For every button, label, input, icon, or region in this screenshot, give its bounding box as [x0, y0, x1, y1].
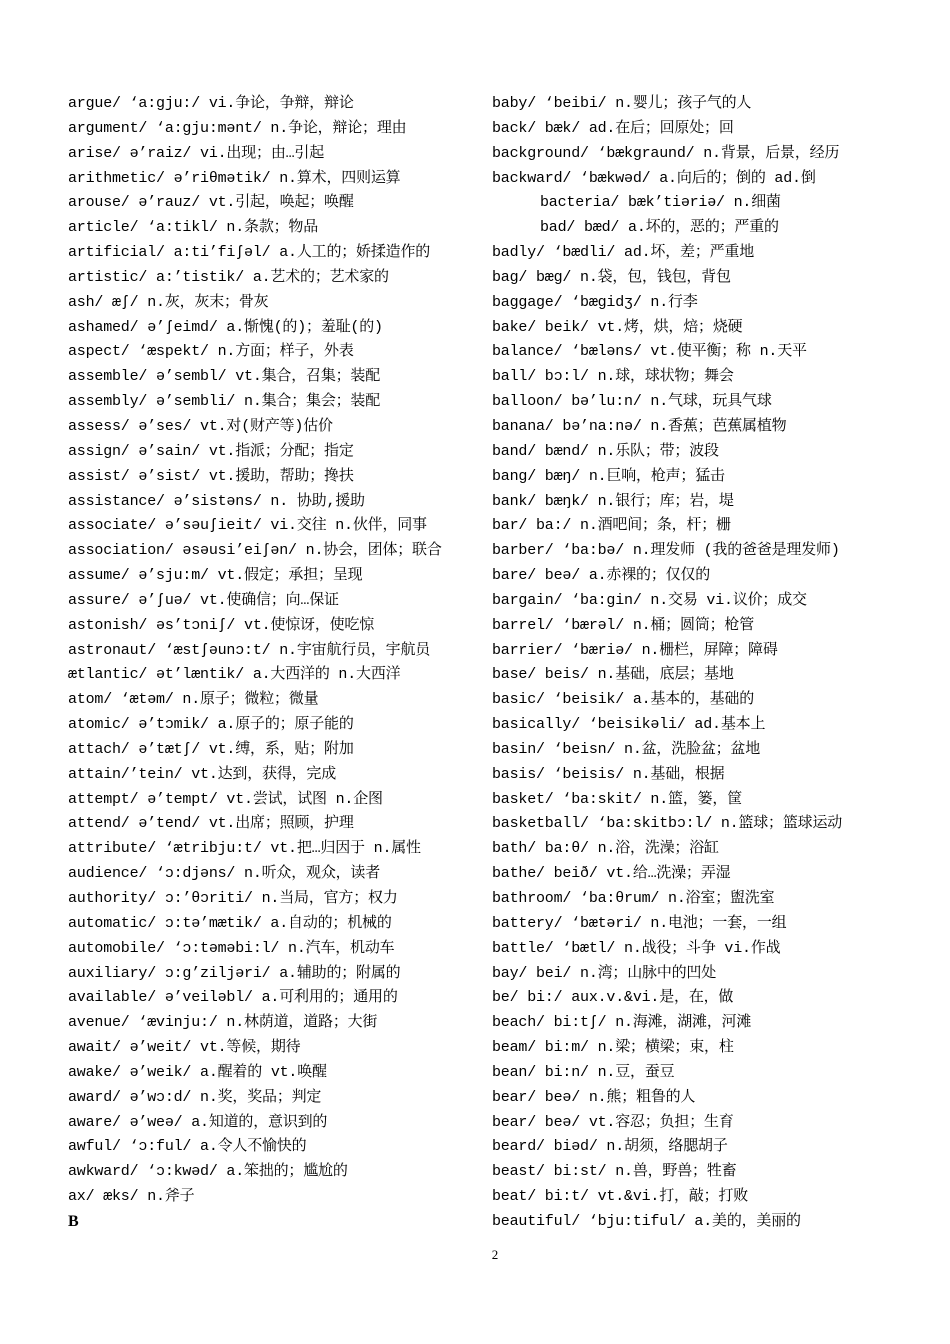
- vocab-entry: aware/ ə’weə/ a.知道的，意识到的: [68, 1113, 328, 1131]
- vocab-entry: await/ ə’weit/ vt.等候，期待: [68, 1039, 301, 1057]
- vocab-entry: ætlantic/ ət’læntik/ a.大西洋的 n.大西洋: [68, 666, 401, 684]
- vocab-entry: assembly/ ə’sembli/ n.集合；集会；装配: [68, 393, 381, 411]
- vocab-entry: background/ ‘bækgraund/ n.背景，后景，经历: [492, 144, 840, 162]
- vocab-entry: beam/ bi:m/ n.梁；横梁；束，柱: [492, 1039, 734, 1057]
- vocab-entry: awkward/ ‘ɔ:kwəd/ a.笨拙的；尴尬的: [68, 1163, 348, 1181]
- left-column: [68, 92, 473, 1235]
- vocab-entry: basketball/ ‘ba:skitbɔ:l/ n.篮球；篮球运动: [492, 815, 843, 833]
- vocab-entry: arithmetic/ ə’riθmətik/ n.算术，四则运算: [68, 169, 401, 187]
- vocab-entry: atomic/ ə’tɔmik/ a.原子的；原子能的: [68, 716, 354, 734]
- vocab-entry: barrier/ ‘bæriə/ n.栅栏，屏障；障碍: [492, 641, 778, 659]
- vocab-entry: bake/ beik/ vt.烤，烘，焙；烧硬: [492, 318, 743, 336]
- vocab-entry: basis/ ‘beisis/ n.基础，根据: [492, 765, 725, 783]
- vocab-entry: bath/ ba:θ/ n.浴，洗澡；浴缸: [492, 840, 719, 858]
- vocab-entry: automobile/ ‘ɔ:təməbi:l/ n.汽车，机动车: [68, 939, 395, 957]
- vocab-entry: ball/ bɔ:l/ n.球，球状物；舞会: [492, 368, 734, 386]
- vocab-entry: back/ bæk/ ad.在后；回原处；回: [492, 119, 734, 137]
- vocab-entry: be/ bi:/ aux.v.&vi.是，在，做: [492, 989, 734, 1007]
- vocab-entry: article/ ‘a:tikl/ n.条款；物品: [68, 219, 319, 237]
- vocab-entry: ax/ æks/ n.斧子: [68, 1188, 195, 1206]
- vocab-entry: assistance/ ə’sistəns/ n. 协助,援助: [68, 492, 365, 510]
- vocab-entry: bank/ bæŋk/ n.银行；库；岩，堤: [492, 492, 734, 510]
- vocab-entry: attend/ ə’tend/ vt.出席；照顾，护理: [68, 815, 354, 833]
- vocab-entry: available/ ə’veiləbl/ a.可利用的；通用的: [68, 989, 398, 1007]
- vocab-entry: association/ əsəusi’eiʃən/ n.协会，团体；联合: [68, 542, 442, 560]
- vocab-entry: bar/ ba:/ n.酒吧间；条，杆；栅: [492, 517, 731, 535]
- vocab-entry: automatic/ ɔ:tə’mætik/ a.自动的；机械的: [68, 914, 392, 932]
- vocab-entry: associate/ ə’səuʃieit/ vi.交往 n.伙伴，同事: [68, 517, 427, 535]
- vocab-entry: bargain/ ‘ba:gin/ n.交易 vi.议价；成交: [492, 591, 807, 609]
- vocab-entry: bang/ bæŋ/ n.巨响，枪声；猛击: [492, 467, 725, 485]
- vocab-entry: attribute/ ‘ætribju:t/ vt.把…归因于 n.属性: [68, 840, 421, 858]
- vocab-entry: basic/ ‘beisik/ a.基本的，基础的: [492, 691, 755, 709]
- vocab-entry: arise/ ə’raiz/ vi.出现；由…引起: [68, 144, 325, 162]
- vocab-entry: assess/ ə’ses/ vt.对(财产等)估价: [68, 417, 333, 435]
- vocab-entry: argument/ ‘a:gju:mənt/ n.争论，辩论；理由: [68, 119, 407, 137]
- vocab-entry: aspect/ ‘æspekt/ n.方面；样子，外表: [68, 343, 354, 361]
- vocab-entry: authority/ ɔ:’θɔriti/ n.当局，官方；权力: [68, 890, 398, 907]
- vocab-entry: badly/ ‘bædli/ ad.坏，差；严重地: [492, 244, 755, 262]
- vocab-entry: beat/ bi:t/ vt.&vi.打，敲；打败: [492, 1188, 749, 1206]
- vocab-entry: baby/ ‘beibi/ n.婴儿；孩子气的人: [492, 95, 752, 112]
- vocab-entry: basically/ ‘beisikəli/ ad.基本上: [492, 716, 766, 734]
- vocab-entry: bear/ beə/ vt.容忍；负担；生育: [492, 1113, 734, 1131]
- vocab-entry: assign/ ə’sain/ vt.指派；分配；指定: [68, 442, 354, 460]
- vocab-entry: argue/ ‘a:gju:/ vi.争论，争辩，辩论: [68, 95, 354, 112]
- vocab-entry: avenue/ ‘ævinju:/ n.林荫道，道路；大街: [68, 1014, 378, 1032]
- vocab-entry: assemble/ ə’sembl/ vt.集合，召集；装配: [68, 368, 381, 386]
- vocab-entry: award/ ə’wɔ:d/ n.奖，奖品；判定: [68, 1088, 322, 1106]
- vocab-entry: bag/ bæg/ n.袋，包，钱包，背包: [492, 268, 731, 286]
- vocab-entry: bathe/ beið/ vt.给…洗澡；弄湿: [492, 865, 731, 883]
- vocab-entry: bean/ bi:n/ n.豆，蚕豆: [492, 1063, 675, 1081]
- vocab-entry: beautiful/ ‘bju:tiful/ a.美的，美丽的: [492, 1212, 801, 1230]
- vocab-entry: assure/ ə’ʃuə/ vt.使确信；向…保证: [68, 591, 339, 609]
- vocab-entry: band/ bænd/ n.乐队；带；波段: [492, 442, 719, 460]
- vocab-entry: arouse/ ə’rauz/ vt.引起，唤起；唤醒: [68, 194, 354, 212]
- vocab-entry: artificial/ a:ti’fiʃəl/ a.人工的；娇揉造作的: [68, 244, 431, 262]
- vocab-entry: battle/ ‘bætl/ n.战役；斗争 vi.作战: [492, 939, 781, 957]
- vocab-entry: bear/ beə/ n.熊；粗鲁的人: [492, 1088, 696, 1106]
- vocab-entry: assume/ ə’sju:m/ vt.假定；承担；呈现: [68, 567, 363, 585]
- vocab-entry: ash/ æʃ/ n.灰，灰末；骨灰: [68, 293, 269, 311]
- vocab-entry: battery/ ‘bætəri/ n.电池；一套，一组: [492, 914, 787, 932]
- vocab-entry: awful/ ‘ɔ:ful/ a.令人不愉快的: [68, 1138, 307, 1156]
- vocab-entry: awake/ ə’weik/ a.醒着的 vt.唤醒: [68, 1063, 327, 1081]
- vocab-entry: astronaut/ ‘æstʃəunɔ:t/ n.宇宙航行员，宇航员: [68, 641, 431, 659]
- vocab-entry: bay/ bei/ n.湾；山脉中的凹处: [492, 964, 717, 982]
- vocab-entry: banana/ bə’na:nə/ n.香蕉；芭蕉属植物: [492, 417, 787, 435]
- vocab-entry: barber/ ‘ba:bə/ n.理发师 (我的爸爸是理发师): [492, 542, 840, 560]
- vocab-entry: bad/ bæd/ a.坏的，恶的；严重的: [540, 219, 779, 237]
- vocab-entry: bathroom/ ‘ba:θrum/ n.浴室；盥洗室: [492, 890, 775, 907]
- vocab-entry: beard/ biəd/ n.胡须，络腮胡子: [492, 1138, 728, 1156]
- section-heading-b: B: [68, 1212, 79, 1230]
- vocab-entry: barrel/ ‘bærəl/ n.桶；圆筒；枪管: [492, 616, 755, 634]
- vocab-entry: balance/ ‘bæləns/ vt.使平衡；称 n.天平: [492, 343, 807, 361]
- right-column: [492, 92, 932, 1235]
- vocab-entry: attach/ ə’tætʃ/ vt.缚，系，贴；附加: [68, 740, 354, 758]
- vocab-entry: basin/ ‘beisn/ n.盆，洗脸盆；盆地: [492, 740, 761, 758]
- vocab-entry: assist/ ə’sist/ vt.援助，帮助；搀扶: [68, 467, 354, 485]
- vocab-entry: basket/ ‘ba:skit/ n.篮，篓，筐: [492, 790, 743, 808]
- vocab-entry: attempt/ ə’tempt/ vt.尝试，试图 n.企图: [68, 790, 383, 808]
- vocab-entry: bare/ beə/ a.赤裸的；仅仅的: [492, 567, 711, 585]
- vocab-entry: artistic/ a:’tistik/ a.艺术的；艺术家的: [68, 268, 389, 286]
- vocab-entry: baggage/ ‘bægidʒ/ n.行李: [492, 293, 698, 311]
- vocab-entry: auxiliary/ ɔ:g’ziljəri/ a.辅助的；附属的: [68, 964, 401, 982]
- vocab-entry: beach/ bi:tʃ/ n.海滩，湖滩，河滩: [492, 1014, 752, 1032]
- vocab-entry: base/ beis/ n.基础，底层；基地: [492, 666, 734, 684]
- vocab-entry: audience/ ‘ɔ:djəns/ n.听众，观众，读者: [68, 865, 381, 883]
- vocab-entry: attain/’tein/ vt.达到，获得，完成: [68, 765, 337, 783]
- vocab-entry: balloon/ bə’lu:n/ n.气球，玩具气球: [492, 393, 772, 411]
- vocab-entry: beast/ bi:st/ n.兽，野兽；牲畜: [492, 1163, 737, 1181]
- vocab-entry: atom/ ‘ætəm/ n.原子；微粒；微量: [68, 691, 319, 709]
- page-number: 2: [491, 1247, 499, 1262]
- vocab-entry: ashamed/ ə’ʃeimd/ a.惭愧(的)；羞耻(的): [68, 318, 383, 336]
- vocab-entry: astonish/ əs’tɔniʃ/ vt.使惊讶，使吃惊: [68, 616, 375, 634]
- vocab-entry: bacteria/ bæk’tiəriə/ n.细菌: [540, 194, 781, 212]
- vocab-entry: backward/ ‘bækwəd/ a.向后的；倒的 ad.倒: [492, 169, 816, 187]
